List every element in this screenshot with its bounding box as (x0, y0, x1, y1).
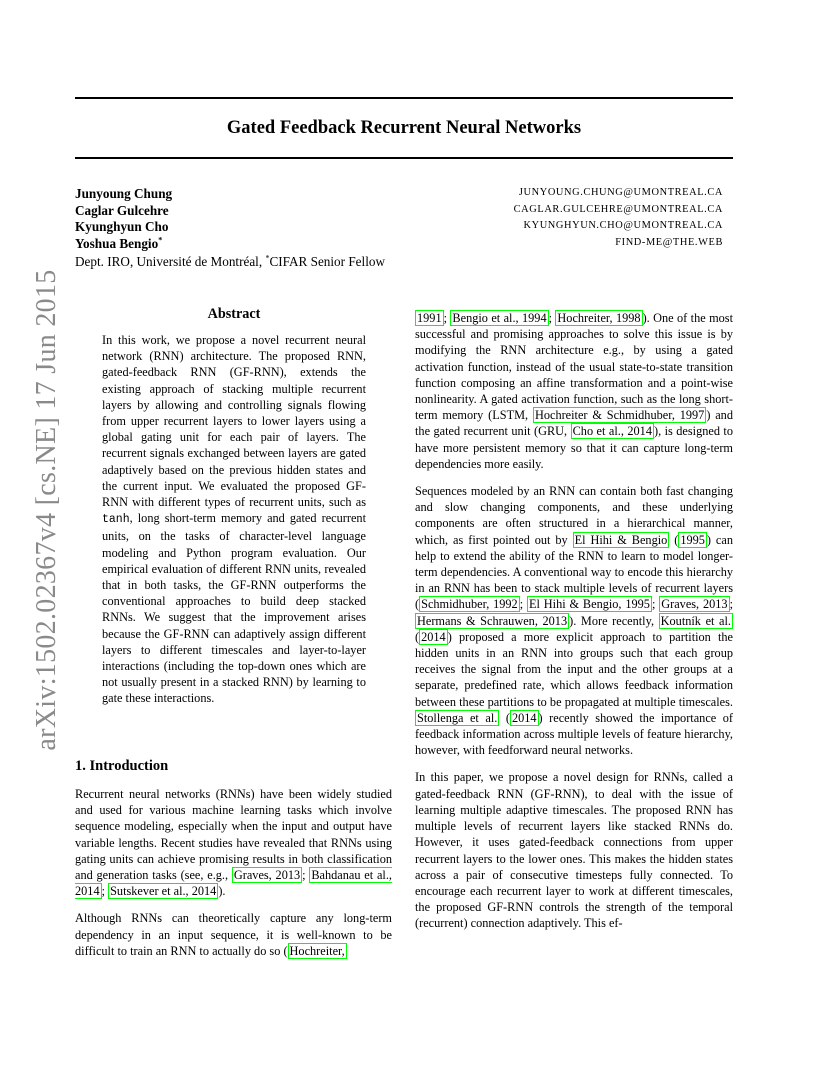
affiliation-dept: Dept. IRO, Université de Montréal, (75, 254, 266, 269)
abstract-heading: Abstract (207, 306, 261, 322)
citation-link[interactable]: Hochreiter & Schmidhuber, 1997 (534, 408, 705, 423)
citation-link[interactable]: Hochreiter, 1998 (557, 311, 641, 325)
citation-link[interactable]: Hermans & Schrauwen, 2013 (417, 613, 568, 628)
right-paragraph-3: In this paper, we propose a novel design for RNNs, called a gated-feedback RNN (GF-RNN), to deal with the issue of learning multiple adaptive timescales. The proposed RNN has multiple levels of recurrent layers like stacked RNNs do. However, it uses gated-feedback connections from upper recurrent layers to the lower ones. This makes the hidden states across a pair of consecutive timesteps fully connected. To encourage each recurrent layer to work at different timescales, the proposed GF-RNN controls the strength of the temporal (recurrent) connection adaptively. This ef- (415, 770, 733, 931)
citation-link[interactable]: Graves, 2013 (233, 868, 301, 883)
arxiv-identifier: arXiv:1502.02367v4 [cs.NE] 17 Jun 2015 (31, 269, 62, 751)
citation-link[interactable]: Bengio et al., 1994 (452, 311, 547, 325)
paragraph-text: ) proposed a more explicit approach to partition the hidden units in an RNN into groups such that each group receives the signal from the input and the other groups at a separate, predefined rate, which allows feedback information between these partitions to be propagated at multiple timescales. (415, 629, 733, 709)
abstract-text-2: , long short-term memory and gated recurrent units, on the tasks of character-level language modeling and Python program evaluation. Our empirical evaluation of different RNN units, revealed that in both tasks, the GF-RNN outperforms the conventional approaches to build deep stacked RNNs. We suggest that the improvement arises because the GF-RNN can adaptively assign different layers to different timescales and layer-to-layer interactions (including the top-down ones which are not usually present in a stacked RNN) by learning to gate these interactions. (102, 511, 366, 706)
citation-link[interactable]: Bahdanau et al., 2014 (75, 868, 392, 899)
citation-separator: ; (548, 311, 556, 325)
affiliation-fellow: CIFAR Senior Fellow (269, 254, 385, 269)
author-name: Kyunghyun Cho (75, 219, 169, 234)
paragraph-text: Although RNNs can theoretically capture any long-term dependency in an input sequence, it is well-known to be difficult to train an RNN to actually do so ( (75, 911, 392, 958)
author-row (75, 186, 733, 203)
paragraph-text: ) recently showed the importance of feedback information across multiple levels of feature hierarchy, however, with feedforward neural networks. (415, 710, 734, 758)
citation-link[interactable]: 1995 (680, 532, 705, 547)
top-rule (75, 97, 733, 99)
paragraph-text: ). One of the most successful and promising approaches to solve this issue is by modifying the RNN architecture e.g., by using a gated activation function, instead of the usual state-to-state transition function composing an affine transformation and a point-wise nonlinearity. A gated activation function, such as the long short-term memory (LSTM, (415, 311, 733, 423)
author-name-text: Yoshua Bengio (75, 235, 159, 251)
citation-separator: ( (415, 629, 420, 644)
author-row (75, 236, 733, 253)
affiliation (75, 254, 385, 270)
author-name (75, 236, 162, 252)
citation-separator: ( (499, 710, 510, 725)
citation-separator: ; (101, 884, 109, 899)
paragraph-text: Recurrent neural networks (RNNs) have been widely studied and used for various machine learning tasks which involve sequence modeling, especially when the input and output have variable lengths. Recent studies have revealed that RNNs using gating units can achieve promising results in both classification and generation tasks (see, e.g., (75, 787, 392, 883)
citation-separator: ; (651, 597, 660, 612)
citation-link[interactable]: Koutník et al. (660, 613, 732, 628)
right-paragraph-2 (415, 483, 733, 758)
citation-separator: ; (729, 597, 734, 612)
citation-link[interactable]: 2014 (421, 629, 446, 644)
paragraph-text: ) can help to extend the ability of the RNN to learn to model longer-term dependencies. A conventional way to encode this hierarchy in an RNN has been to stack multiple levels of recurrent layers ( (415, 532, 733, 612)
abstract-code-tanh: tanh (102, 513, 130, 527)
paper-title: Gated Feedback Recurrent Neural Networks (226, 118, 582, 138)
right-paragraph-1 (415, 310, 733, 472)
author-email[interactable]: FIND-ME@THE.WEB (615, 236, 723, 248)
citation-link[interactable]: El Hihi & Bengio, 1995 (529, 597, 650, 612)
citation-separator: ; (519, 597, 527, 612)
author-email[interactable]: KYUNGHYUN.CHO@UMONTREAL.CA (523, 220, 723, 231)
citation-link[interactable]: Sutskever et al., 2014 (110, 884, 217, 899)
right-column-text (415, 310, 733, 943)
citation-link[interactable]: 2014 (511, 710, 537, 725)
author-email[interactable]: JUNYOUNG.CHUNG@UMONTREAL.CA (518, 187, 723, 198)
paragraph-text: ) and the gated recurrent unit (GRU, (415, 408, 733, 439)
author-name: Junyoung Chung (75, 186, 173, 201)
citation-link[interactable]: Cho et al., 2014 (572, 424, 652, 439)
paragraph-text: ), is designed to have more persistent memory so that it can capture long-term dependencies more easily. (415, 424, 733, 471)
left-column-text (75, 786, 392, 970)
affiliation-marker: * (265, 253, 270, 263)
paragraph-text: ). More recently, (569, 613, 659, 628)
author-row (75, 219, 733, 236)
citation-link[interactable]: El Hihi & Bengio (574, 532, 668, 547)
author-name: Caglar Gulcehre (75, 202, 169, 218)
intro-heading: 1. Introduction (75, 758, 169, 774)
citation-link[interactable]: 1991 (417, 311, 442, 325)
author-row (75, 203, 733, 220)
paragraph-text: ). (218, 884, 226, 899)
citation-link[interactable]: Stollenga et al. (417, 710, 498, 725)
intro-paragraph-1 (75, 786, 392, 899)
citation-separator: ; (443, 311, 451, 325)
abstract-text-1: In this work, we propose a novel recurrent neural network (RNN) architecture. The proposed RNN, gated-feedback RNN (GF-RNN), extends the existing approach of stacking multiple recurrent layers by allowing and controlling signals flowing from upper recurrent layers to lower layers using a global gating unit for each pair of layers. The recurrent signals exchanged between layers are gated adaptively based on the previous hidden states and the current input. We evaluated the proposed GF-RNN with different types of recurrent units, such as (102, 333, 366, 510)
abstract-text (102, 332, 366, 707)
title-bottom-rule (75, 157, 733, 159)
paragraph-text: Sequences modeled by an RNN can contain both fast changing and slow changing components, and these underlying components are often structured in a hierarchical manner, which, as first pointed out by (415, 484, 733, 547)
fellow-marker: * (158, 235, 163, 245)
abstract-section (102, 306, 366, 707)
citation-separator: ( (669, 532, 679, 547)
citation-link[interactable]: Schmidhuber, 1992 (421, 597, 518, 612)
citation-link[interactable]: Hochreiter, (289, 943, 345, 958)
author-block (75, 186, 733, 252)
citation-link[interactable]: Graves, 2013 (661, 597, 728, 612)
citation-separator: ; (302, 868, 310, 883)
author-email[interactable]: CAGLAR.GULCEHRE@UMONTREAL.CA (513, 203, 723, 215)
intro-paragraph-2 (75, 910, 392, 959)
